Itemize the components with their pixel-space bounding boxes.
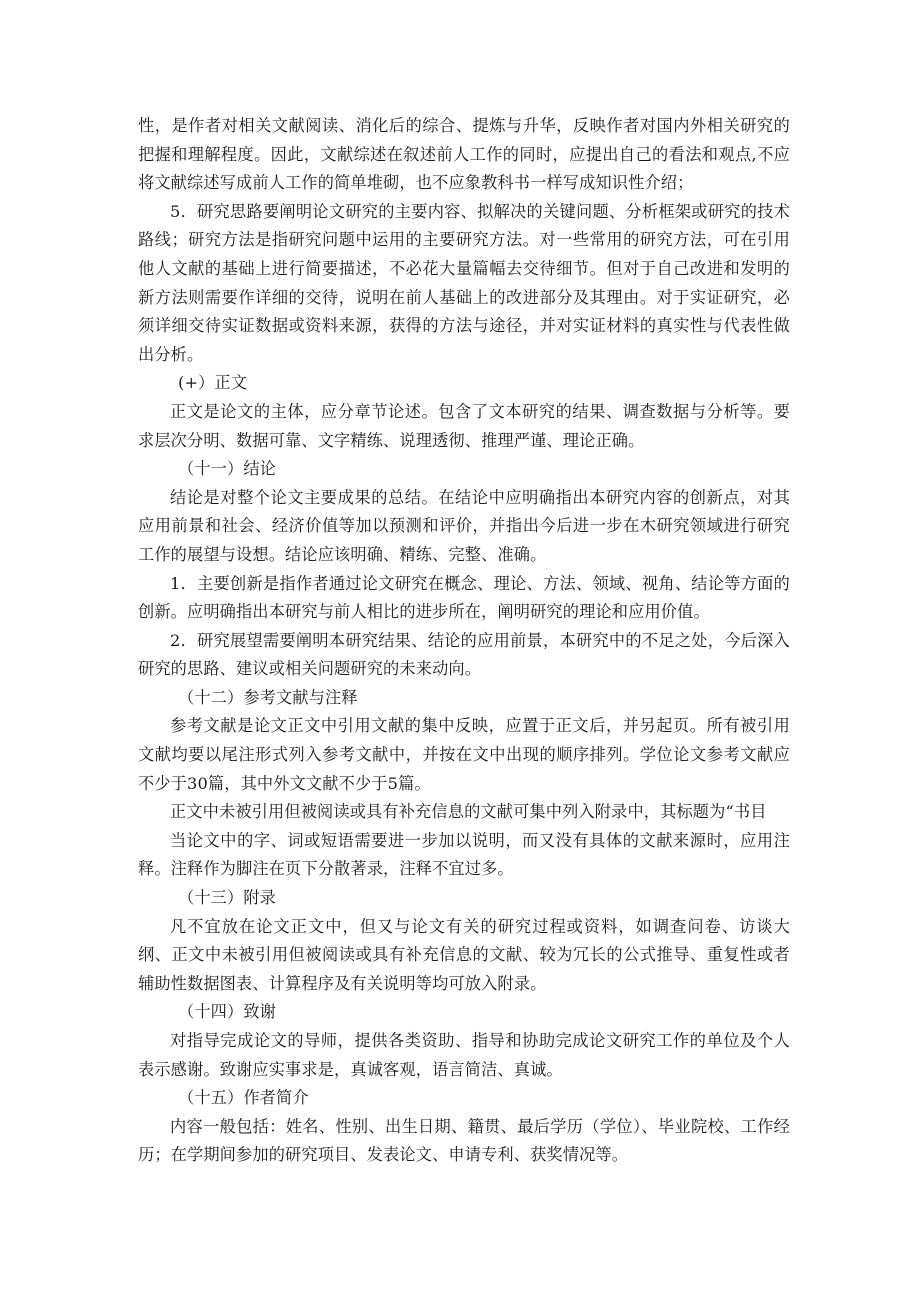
paragraph-acknowledgements: 对指导完成论文的导师，提供各类资助、指导和协助完成论文研究工作的单位及个人表示感谢。致谢应实事求是，真诚客观，语言简洁、真诚。 — [138, 1031, 790, 1079]
heading-acknowledgements: （十四）致谢 — [178, 1002, 277, 1022]
heading-conclusion: （十一）结论 — [178, 459, 277, 479]
document-body — [138, 112, 790, 1170]
paragraph-research-approach: 5．研究思路要阐明论文研究的主要内容、拟解决的关键问题、分析框架或研究的技术路线；研究方法是指研究问题中运用的主要研究方法。对一些常用的研究方法，可在引用他人文献的基础上进行简要描述，不必花大量篇幅去交待细节。但对于自己改进和发明的新方法则需要作详细的交待，说明在前人基础上的改进部分及其理由。对于实证研究，必须详细交待实证数据或资料来源，获得的方法与途径，并对实证材料的真实性与代表性做出分析。 — [138, 201, 790, 364]
paragraph-main-text: 正文是论文的主体，应分章节论述。包含了文本研究的结果、调查数据与分析等。要求层次分明、数据可靠、文字精练、说理透彻、推理严谨、理论正确。 — [138, 401, 790, 450]
paragraph-bibliography-note: 正文中未被引用但被阅读或具有补充信息的文献可集中列入附录中，其标题为“书目 — [170, 802, 767, 822]
paragraph-appendix: 凡不宜放在论文正文中，但又与论文有关的研究过程或资料，如调查问卷、访谈大纲、正文中未被引用但被阅读或具有补充信息的文献、较为冗长的公式推导、重复性或者辅助性数据图表、计算程序及有关说明等均可放入附录。 — [138, 916, 790, 993]
heading-main-text: (+）正文 — [178, 373, 248, 393]
heading-appendix: （十三）附录 — [178, 888, 277, 908]
paragraph-research-outlook: 2．研究展望需要阐明本研究结果、结论的应用前景，本研究中的不足之处，今后深入研究的思路、建议或相关问题研究的未来动向。 — [138, 630, 790, 679]
paragraph-annotations: 当论文中的字、词或短语需要进一步加以说明，而又没有具体的文献来源时，应用注释。注释作为脚注在页下分散著录，注释不宜过多。 — [138, 830, 790, 879]
paragraph-conclusion: 结论是对整个论文主要成果的总结。在结论中应明确指出本研究内容的创新点，对其应用前景和社会、经济价值等加以预测和评价，并指出今后进一步在木研究领域进行研究工作的展望与设想。结论应该明确、精练、完整、准确。 — [138, 487, 790, 564]
paragraph-main-innovation: 1．主要创新是指作者通过论文研究在概念、理论、方法、领域、视角、结论等方面的创新。应明确指出本研究与前人相比的进步所在，阐明研究的理论和应用价值。 — [138, 573, 790, 622]
paragraph-literature-review-continued: 性，是作者对相关文献阅读、消化后的综合、提炼与升华，反映作者对国内外相关研究的把握和理解程度。因此，文献综述在叙述前人工作的同时，应提出自己的看法和观点,不应将文献综述写成前人工作的简单堆砌，也不应象教科书一样写成知识性介绍； — [138, 116, 790, 193]
paragraph-author-bio: 内容一般包括：姓名、性别、出生日期、籍贯、最后学历（学位）、毕业院校、工作经历；在学期间参加的研究项目、发表论文、申请专利、获奖情况等。 — [138, 1116, 790, 1165]
paragraph-references: 参考文献是论文正文中引用文献的集中反映，应置于正文后，并另起页。所有被引用文献均要以尾注形式列入参考文献中，并按在文中出现的顺序排列。学位论文参考文献应不少于30篇，其中外文文献不少于5篇。 — [138, 716, 790, 793]
heading-references: （十二）参考文献与注释 — [178, 687, 358, 707]
heading-author-bio: （十五）作者简介 — [178, 1088, 309, 1108]
